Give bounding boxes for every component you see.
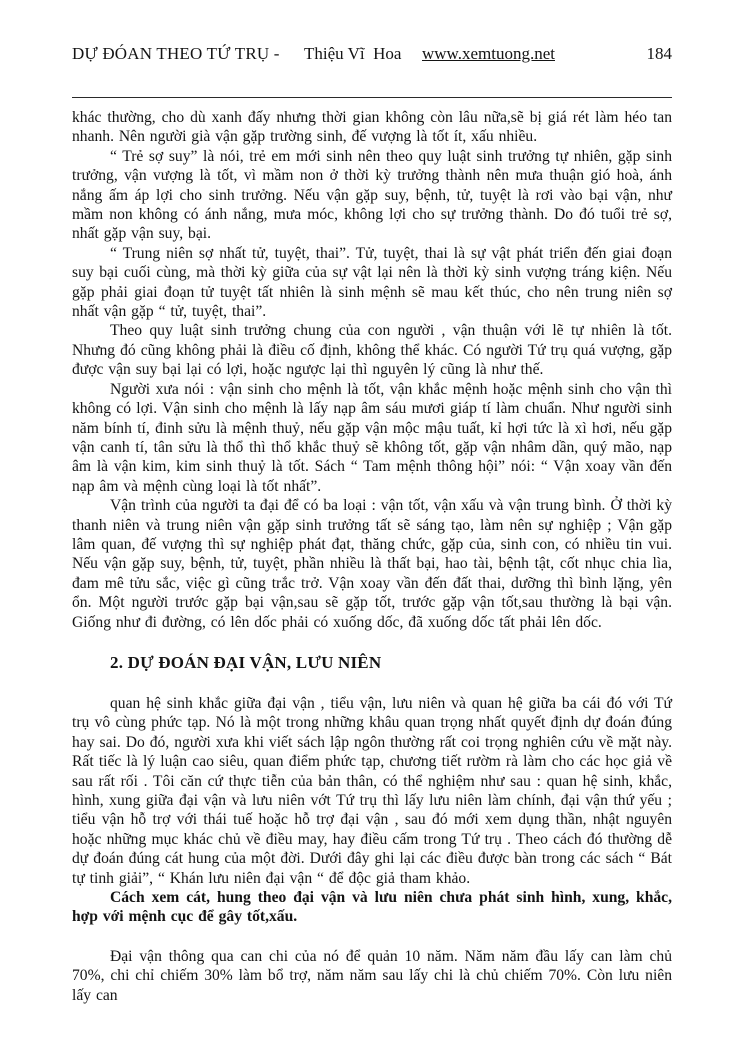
paragraph: Vận trình của người ta đại để có ba loại : vận tốt, vận xấu và vận trung bình. Ở thời kỳ thanh niên và trung niên vận gặp sinh trưởng tất sẽ sáng tạo, làm nên sự nghiệp ; Vận gặp lâm quan, đế vượng thì sự nghiệp phát đạt, thăng chức, gặp của, sinh con, có nhiều tin vui. Nếu vận gặp suy, bệnh, tử, tuyệt, phần nhiều là thất bại, hao tài, bệnh tật, cốt nhục chia lìa, đam mê tửu sắc, việc gì cũng trắc trở. Vận xoay vần đến đất thai, dưỡng thì bình lặng, yên ổn. Một người trước gặp bại vận,sau sẽ gặp tốt, trước gặp vận tốt,sau thường là bại vận. Giống như đi đường, có lên dốc phải có xuống dốc, đã xuống dốc tất phải lên dốc. xyxy=(72,497,672,631)
paragraph: “ Trẻ sợ suy” là nói, trẻ em mới sinh nên theo quy luật sinh trưởng tự nhiên, gặp sinh trưởng, vận vượng là tốt, vì mầm non ở thời kỳ trưởng thành nên mưa thuận gió hoà, ánh nắng ấm áp lợi cho sinh trưởng. Nếu vận gặp suy, bệnh, tử, tuyệt là rơi vào bại vận, như mầm non không có ánh nắng, mưa móc, không lợi cho sự trưởng thành. Do đó tuổi trẻ sợ, nhất gặp vận suy, bại. xyxy=(72,147,672,243)
body-text xyxy=(72,108,672,1005)
bold-paragraph: Cách xem cát, hung theo đại vận và lưu niên chưa phát sinh hình, xung, khắc, hợp với mệnh cục để gây tốt,xấu. xyxy=(72,889,672,926)
page-content xyxy=(72,0,672,1005)
page-number: 184 xyxy=(646,44,672,63)
paragraph: Người xưa nói : vận sinh cho mệnh là tốt, vận khắc mệnh hoặc mệnh sinh cho vận thì không có lợi. Vận sinh cho mệnh là lấy nạp âm sáu mươi giáp tí làm chuẩn. Như người sinh năm bính tí, đinh sửu là mệnh thuỷ, nếu gặp vận mộc mậu tuất, kỉ hợi tức là xì hơi, nếu gặp vận canh tí, tân sửu là thổ thì thổ khắc thuỷ sẽ không tốt, gặp vận nhâm dần, quý mão, nạp âm là vận kim, kim sinh thuỷ là tốt. Sách “ Tam mệnh thông hội” nói: “ Vận xoay vần đến nạp âm và mệnh cùng loại là tốt nhất”. xyxy=(72,380,672,495)
paragraph: Theo quy luật sinh trưởng chung của con người , vận thuận với lẽ tự nhiên là tốt. Nhưng đó cũng không phải là điều cố định, không thể khác. Có người Tứ trụ quá vượng, gặp được vận suy bại lại có lợi, hoặc ngược lại thì nguyên lý cũng là như thế. xyxy=(72,322,672,379)
paragraph: quan hệ sinh khắc giữa đại vận , tiểu vận, lưu niên và quan hệ giữa ba cái đó với Tứ trụ vô cùng phức tạp. Nó là một trong những khâu quan trọng nhất quyết định dự đoán đúng hay sai. Do đó, người xưa khi viết sách lập ngôn thường rất coi trọng nghiên cứu về mặt này. Rất tiếc là lý luận cao siêu, quan điểm phức tạp, chương tiết rườm rà làm cho các học giả về sau rất rối . Tôi căn cứ thực tiễn của bản thân, có thể nghiệm như sau : quan hệ sinh, khắc, hình, xung giữa đại vận và lưu niên vớt Tứ trụ thì lấy lưu niên làm chính, đại vận thứ yếu ; tiểu vận hỗ trợ với thái tuế hoặc hỗ trợ đại vận , sau đó mới xem dụng thần, nhật nguyên hoặc những mục khác chủ về điều may, hay điều cấm trong Tứ trụ . Theo cách đó thường dễ dự đoán đúng cát hung của một đời. Dưới đây ghi lại các điều được bàn trong các sách “ Bát tự tinh giải”, “ Khán lưu niên đại vận “ để độc giả tham khảo. xyxy=(72,694,672,887)
paragraph-continuation: khác thường, cho dù xanh đấy nhưng thời gian không còn lâu nữa,sẽ bị giá rét làm héo tan nhanh. Nên người già vận gặp trường sinh, đế vượng là tốt ít, xấu nhiều. xyxy=(72,109,672,146)
book-title: DỰ ĐÓAN THEO TỨ TRỤ - xyxy=(72,44,280,63)
final-paragraph: Đại vận thông qua can chi của nó để quản 10 năm. Năm năm đầu lấy can làm chủ 70%, chi chỉ chiếm 30% làm bổ trợ, năm năm sau lấy chi là chủ chiếm 70%. Còn lưu niên lấy can xyxy=(72,947,672,1004)
website-link[interactable]: www.xemtuong.net xyxy=(422,44,555,63)
paragraph: “ Trung niên sợ nhất tử, tuyệt, thai”. Tử, tuyệt, thai là sự vật phát triển đến giai đoạn suy bại cuối cùng, mà thời kỳ giữa của sự vật lại nên là thời kỳ sinh vượng tráng kiện. Nếu gặp phải giai đoạn tử tuyệt tất nhiên là sinh mệnh sẽ mau kết thúc, cho nên trung niên sợ nhất vận gặp “ tử, tuyệt, thai”. xyxy=(72,244,672,321)
section-heading: 2. DỰ ĐOÁN ĐẠI VẬN, LƯU NIÊN xyxy=(110,652,382,672)
author-name: Thiệu Vĩ Hoa xyxy=(304,44,402,63)
running-header xyxy=(72,0,672,88)
header-rule xyxy=(72,97,672,98)
